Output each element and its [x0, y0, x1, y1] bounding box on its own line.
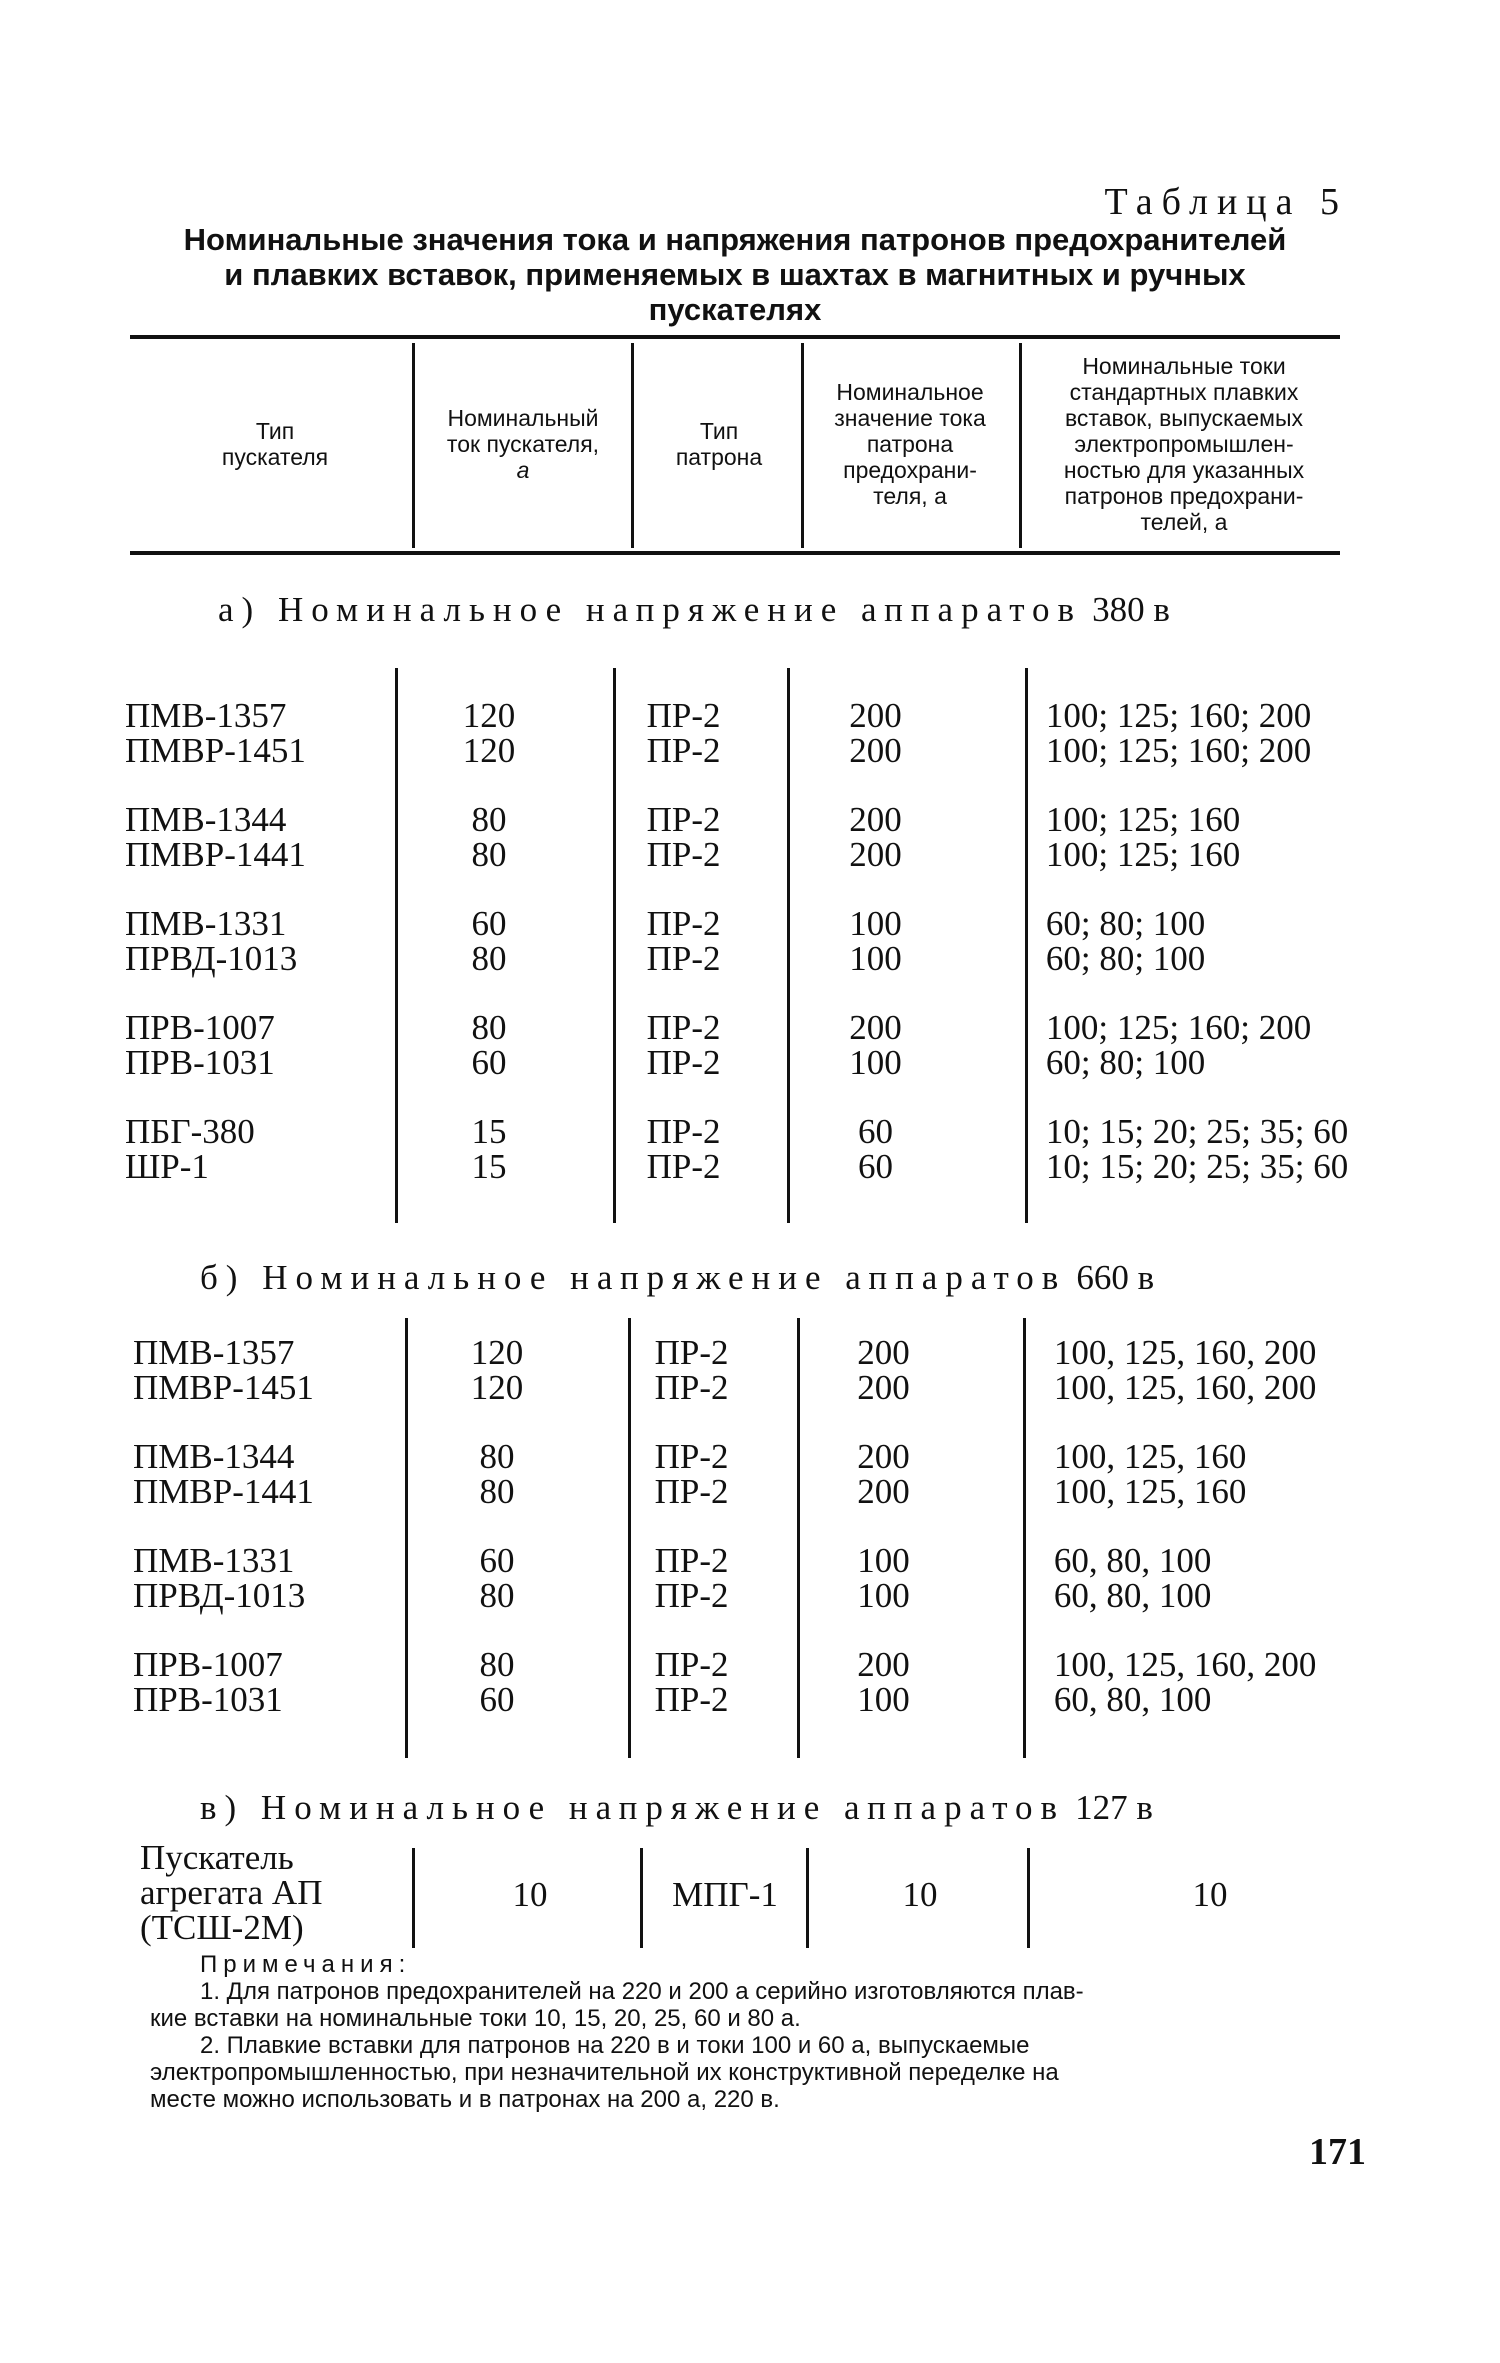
header-divider — [412, 343, 415, 548]
row-group — [133, 1540, 1383, 1615]
cell-cartridge-nominal: 100 — [857, 1679, 910, 1719]
cell-cartridge-type: ПР-2 — [646, 695, 721, 735]
section-a-body — [125, 695, 1375, 1218]
cell-starter-current: 10 — [512, 1875, 548, 1914]
cell-cartridge-type: ПР-2 — [646, 1007, 721, 1047]
cell-cartridge-type: ПР-2 — [646, 730, 721, 770]
header-cartridge-type — [636, 342, 802, 546]
header-text: пускателя — [221, 444, 329, 470]
section-b-body — [133, 1332, 1383, 1751]
cell-cartridge-type: ПР-2 — [646, 1042, 721, 1082]
section-title-text: а) Номинальное напряжение аппаратов — [218, 590, 1083, 629]
starter-name-line: (ТСШ-2М) — [140, 1908, 304, 1947]
cell-cartridge-nominal: 200 — [857, 1436, 910, 1476]
header-divider — [1019, 343, 1022, 548]
cell-cartridge-nominal: 200 — [849, 695, 902, 735]
header-text: предохрани- — [843, 457, 977, 483]
cell-starter-type: ПРВ-1007 — [125, 1007, 275, 1047]
cell-cartridge-type: ПР-2 — [654, 1436, 729, 1476]
caption-line: Номинальные значения тока и напряжения патронов предохранителей — [183, 222, 1287, 257]
header-text: стандартных плавких — [1069, 379, 1299, 405]
section-voltage: 660 в — [1076, 1258, 1155, 1297]
cell-cartridge-type: МПГ-1 — [672, 1875, 778, 1914]
cell-cartridge-type: ПР-2 — [654, 1471, 729, 1511]
cell-starter-current: 80 — [471, 1007, 507, 1047]
row-group — [125, 695, 1375, 770]
header-text: ток пускателя, — [446, 431, 600, 457]
notes-block — [150, 1951, 1370, 2113]
table-row — [133, 1679, 1383, 1719]
table-label: Таблица 5 — [1104, 181, 1348, 223]
section-voltage: 380 в — [1092, 590, 1170, 629]
cell-cartridge-type: ПР-2 — [654, 1332, 729, 1372]
header-text: вставок, выпускаемых — [1064, 405, 1304, 431]
column-divider — [1027, 1848, 1030, 1948]
table-row — [133, 1644, 1383, 1684]
cell-starter-type: ПБГ-380 — [125, 1111, 255, 1151]
cell-starter-type: ПМВ-1344 — [133, 1436, 295, 1476]
page-number: 171 — [1309, 2131, 1366, 2173]
cell-starter-type: ПРВД-1013 — [133, 1575, 306, 1615]
cell-cartridge-nominal: 200 — [857, 1644, 910, 1684]
table-row — [125, 695, 1375, 735]
section-b-title — [200, 1258, 1154, 1298]
cell-starter-current: 80 — [479, 1436, 515, 1476]
cell-starter-type: ПМВР-1451 — [125, 730, 306, 770]
header-text: электропромышлен- — [1074, 431, 1294, 457]
cell-cartridge-nominal: 200 — [849, 730, 902, 770]
cell-cartridge-nominal: 60 — [858, 1146, 894, 1186]
table-row — [133, 1471, 1383, 1511]
notes-title: Примечания: — [200, 1951, 412, 1978]
cell-starter-type: ПМВР-1441 — [133, 1471, 314, 1511]
cell-cartridge-type: ПР-2 — [646, 1111, 721, 1151]
header-bottom-rule — [130, 551, 1340, 555]
section-title-text: б) Номинальное напряжение аппаратов — [200, 1258, 1067, 1297]
cell-starter-type: ПРВ-1031 — [125, 1042, 275, 1082]
cell-starter-type: ПМВ-1357 — [133, 1332, 295, 1372]
cell-starter-type: ПРВ-1031 — [133, 1679, 283, 1719]
table-row — [133, 1367, 1383, 1407]
cell-cartridge-nominal: 10 — [902, 1875, 938, 1914]
column-divider — [412, 1848, 415, 1948]
cell-cartridge-type: ПР-2 — [646, 1146, 721, 1186]
cell-cartridge-nominal: 200 — [849, 799, 902, 839]
cell-cartridge-nominal: 100 — [857, 1575, 910, 1615]
row-group — [133, 1436, 1383, 1511]
table-row — [133, 1575, 1383, 1615]
cell-cartridge-type: ПР-2 — [654, 1540, 729, 1580]
table-row — [125, 938, 1375, 978]
table-row — [133, 1332, 1383, 1372]
cell-starter-current: 15 — [471, 1146, 507, 1186]
cell-starter-type: ПМВР-1451 — [133, 1367, 314, 1407]
header-starter-current — [418, 342, 628, 546]
header-text: Номинальное — [836, 379, 984, 405]
table-row — [125, 834, 1375, 874]
cell-starter-type: ПРВ-1007 — [133, 1644, 283, 1684]
cell-insert-currents: 10 — [1192, 1875, 1228, 1914]
cell-starter-current: 60 — [471, 1042, 507, 1082]
table-row — [125, 903, 1375, 943]
caption-line: и плавких вставок, применяемых в шахтах в магнитных и ручных — [224, 257, 1246, 292]
cell-cartridge-nominal: 200 — [857, 1471, 910, 1511]
cell-cartridge-type: ПР-2 — [654, 1367, 729, 1407]
cell-insert-currents: 100; 125; 160 — [1045, 799, 1241, 839]
cell-cartridge-type: ПР-2 — [646, 799, 721, 839]
cell-insert-currents: 100, 125, 160 — [1053, 1436, 1247, 1476]
column-divider — [640, 1848, 643, 1948]
row-group — [125, 1111, 1375, 1186]
header-text: а — [516, 457, 530, 483]
cell-insert-currents: 60; 80; 100 — [1045, 938, 1206, 978]
header-divider — [801, 343, 804, 548]
cell-starter-current: 80 — [471, 799, 507, 839]
section-a-title — [218, 590, 1170, 630]
cell-starter-current: 80 — [479, 1575, 515, 1615]
cell-starter-current: 80 — [471, 938, 507, 978]
header-text: Номинальные токи — [1082, 353, 1286, 379]
cell-insert-currents: 60; 80; 100 — [1045, 1042, 1206, 1082]
header-text: патрона — [866, 431, 954, 457]
cell-starter-type: ПРВД-1013 — [125, 938, 298, 978]
section-voltage: 127 в — [1075, 1788, 1153, 1827]
cell-cartridge-nominal: 200 — [849, 1007, 902, 1047]
column-divider — [806, 1848, 809, 1948]
header-text: патрона — [675, 444, 763, 470]
cell-insert-currents: 60, 80, 100 — [1053, 1540, 1212, 1580]
section-title-text: в) Номинальное напряжение аппаратов — [200, 1788, 1066, 1827]
row-group — [125, 1007, 1375, 1082]
cell-starter-current: 60 — [471, 903, 507, 943]
cell-starter-type: ПМВ-1357 — [125, 695, 287, 735]
cell-starter-type: ПМВ-1344 — [125, 799, 287, 839]
cell-insert-currents: 100; 125; 160 — [1045, 834, 1241, 874]
header-text: телей, а — [1140, 509, 1228, 535]
row-group — [125, 799, 1375, 874]
cell-insert-currents: 100, 125, 160, 200 — [1053, 1367, 1317, 1407]
starter-name-line: Пускатель — [140, 1838, 294, 1877]
cell-starter-type: ШР-1 — [125, 1146, 209, 1186]
cell-cartridge-type: ПР-2 — [646, 834, 721, 874]
cell-cartridge-nominal: 100 — [857, 1540, 910, 1580]
cell-starter-type — [140, 1840, 322, 1945]
cell-starter-current: 120 — [470, 1367, 524, 1407]
cell-insert-currents: 60, 80, 100 — [1053, 1575, 1212, 1615]
header-text: ностью для указанных — [1063, 457, 1305, 483]
table-caption — [120, 222, 1350, 327]
cell-cartridge-nominal: 200 — [849, 834, 902, 874]
table-row — [125, 1007, 1375, 1047]
table-row — [133, 1540, 1383, 1580]
table-row — [125, 1146, 1375, 1186]
cell-cartridge-nominal: 200 — [857, 1332, 910, 1372]
cell-cartridge-nominal: 100 — [849, 1042, 902, 1082]
cell-cartridge-nominal: 100 — [849, 938, 902, 978]
header-text: Номинальный — [447, 405, 599, 431]
cell-starter-current: 80 — [479, 1644, 515, 1684]
cell-starter-current: 60 — [479, 1679, 515, 1719]
cell-insert-currents: 10; 15; 20; 25; 35; 60 — [1045, 1111, 1349, 1151]
note-line: электропромышленностью, при незначительной их конструктивной переделке на — [150, 2059, 1059, 2086]
header-divider — [631, 343, 634, 548]
table-row — [125, 1042, 1375, 1082]
row-group — [133, 1644, 1383, 1719]
cell-starter-current: 60 — [479, 1540, 515, 1580]
header-text: теля, а — [873, 483, 947, 509]
note-line: кие вставки на номинальные токи 10, 15, 20, 25, 60 и 80 а. — [150, 2005, 801, 2032]
cell-cartridge-type: ПР-2 — [646, 903, 721, 943]
section-c-title — [200, 1788, 1153, 1828]
cell-insert-currents: 10; 15; 20; 25; 35; 60 — [1045, 1146, 1349, 1186]
cell-cartridge-type: ПР-2 — [654, 1644, 729, 1684]
cell-insert-currents: 100, 125, 160, 200 — [1053, 1332, 1317, 1372]
note-line: месте можно использовать и в патронах на 200 а, 220 в. — [150, 2086, 780, 2113]
cell-insert-currents: 60; 80; 100 — [1045, 903, 1206, 943]
cell-insert-currents: 100, 125, 160 — [1053, 1471, 1247, 1511]
cell-starter-current: 15 — [471, 1111, 507, 1151]
cell-insert-currents: 100; 125; 160; 200 — [1045, 695, 1312, 735]
cell-insert-currents: 100; 125; 160; 200 — [1045, 730, 1312, 770]
starter-name-line: агрегата АП — [140, 1873, 323, 1912]
header-type-starter — [140, 342, 410, 546]
header-text: значение тока — [834, 405, 986, 431]
table-row — [125, 1111, 1375, 1151]
header-text: Тип — [255, 418, 295, 444]
cell-starter-current: 80 — [479, 1471, 515, 1511]
cell-cartridge-type: ПР-2 — [654, 1679, 729, 1719]
caption-line: пускателях — [648, 292, 822, 327]
cell-cartridge-nominal: 60 — [858, 1111, 894, 1151]
cell-cartridge-nominal: 100 — [849, 903, 902, 943]
header-insert-currents — [1024, 342, 1344, 546]
cell-insert-currents: 100; 125; 160; 200 — [1045, 1007, 1312, 1047]
note-line: 1. Для патронов предохранителей на 220 и 200 а серийно изготовляются плав- — [200, 1978, 1084, 2005]
header-cartridge-nominal — [806, 342, 1014, 546]
header-top-rule — [130, 335, 1340, 339]
cell-starter-current: 80 — [471, 834, 507, 874]
cell-starter-current: 120 — [470, 1332, 524, 1372]
cell-starter-type: ПМВР-1441 — [125, 834, 306, 874]
cell-cartridge-type: ПР-2 — [646, 938, 721, 978]
header-text: патронов предохрани- — [1064, 483, 1304, 509]
table-row — [125, 730, 1375, 770]
note-line: 2. Плавкие вставки для патронов на 220 в и токи 100 и 60 а, выпускаемые — [200, 2032, 1030, 2059]
cell-insert-currents: 100, 125, 160, 200 — [1053, 1644, 1317, 1684]
cell-starter-type: ПМВ-1331 — [133, 1540, 295, 1580]
cell-starter-current: 120 — [462, 730, 516, 770]
header-text: Тип — [699, 418, 739, 444]
cell-starter-type: ПМВ-1331 — [125, 903, 287, 943]
row-group — [125, 903, 1375, 978]
cell-cartridge-type: ПР-2 — [654, 1575, 729, 1615]
cell-insert-currents: 60, 80, 100 — [1053, 1679, 1212, 1719]
table-row — [133, 1436, 1383, 1476]
cell-cartridge-nominal: 200 — [857, 1367, 910, 1407]
table-row — [125, 799, 1375, 839]
row-group — [133, 1332, 1383, 1407]
cell-starter-current: 120 — [462, 695, 516, 735]
